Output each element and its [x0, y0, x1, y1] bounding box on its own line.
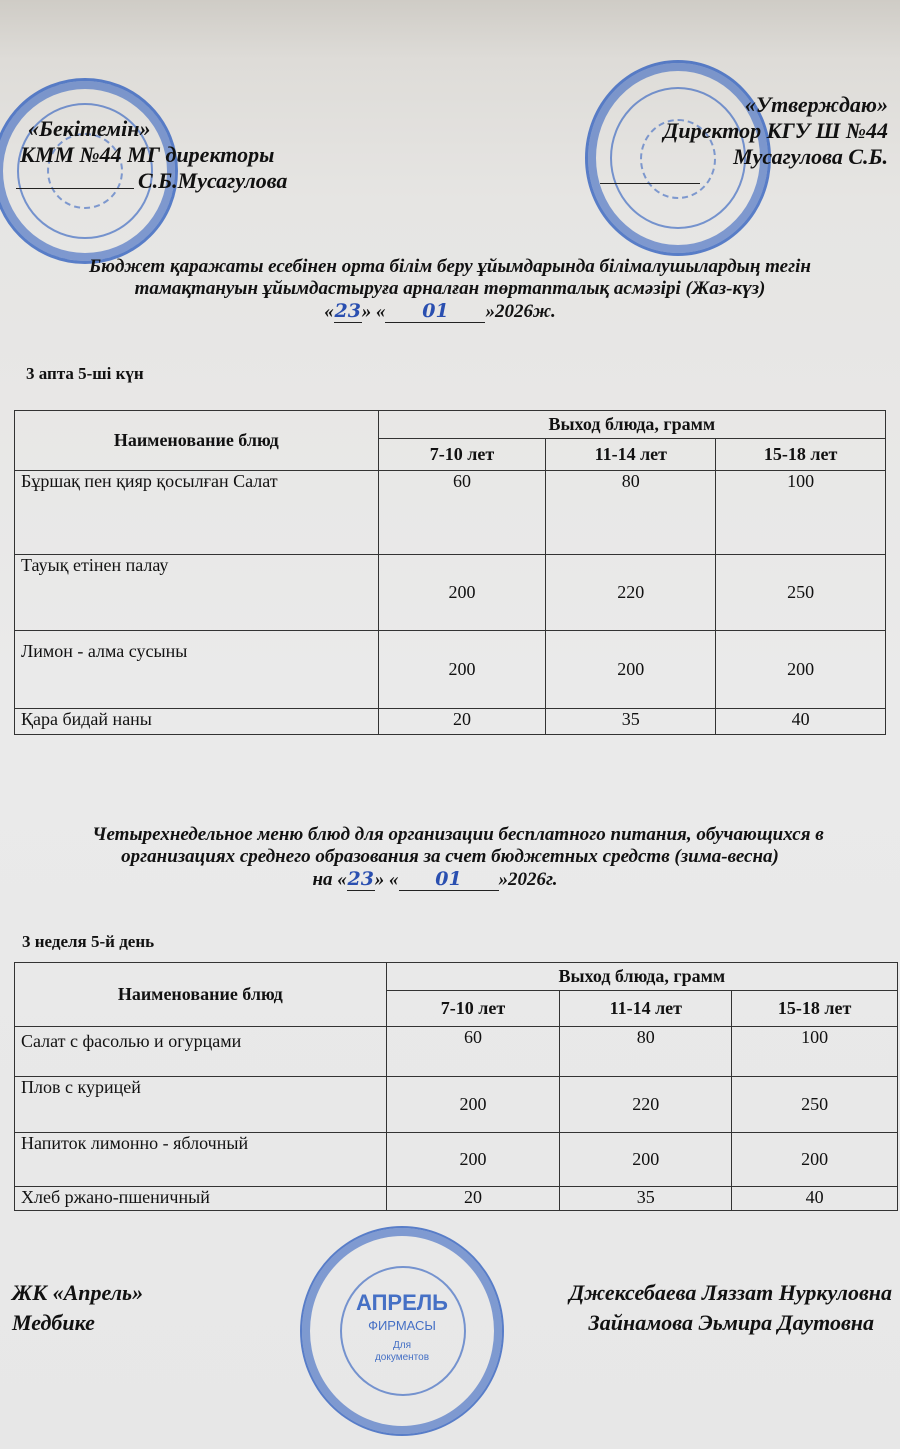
date-month-field: 01 [385, 300, 485, 323]
yield-11-14: 80 [546, 471, 716, 555]
section-ru-date: на «23» « 01 »2026г. [312, 868, 558, 890]
yield-15-18: 40 [732, 1187, 898, 1211]
yield-7-10: 60 [386, 1027, 560, 1077]
table-row [15, 1027, 898, 1077]
section-ru-title [0, 824, 900, 891]
yield-11-14: 220 [546, 555, 716, 631]
date-day-field: 23 [334, 300, 361, 322]
approval-left-name: С.Б.Мусагулова [138, 168, 288, 193]
header-age-15-18: 15-18 лет [716, 439, 886, 471]
footer-name-2: Зайнамова Эьмира Даутовна [588, 1310, 874, 1335]
footer-name-1: Джексебаева Ляззат Нуркуловна [569, 1280, 892, 1305]
dish-name: Плов с курицей [15, 1077, 387, 1133]
yield-7-10: 20 [378, 709, 546, 735]
table-row [15, 631, 886, 709]
stamp-april-title: АПРЕЛЬ [355, 1290, 448, 1315]
header-age-7-10: 7-10 лет [386, 991, 560, 1027]
table-row [15, 1077, 898, 1133]
yield-11-14: 200 [546, 631, 716, 709]
section-kz-date: «23» « 01 »2026ж. [324, 300, 556, 322]
signature-line-right [600, 183, 700, 184]
dish-name: Салат с фасолью и огурцами [15, 1027, 387, 1077]
approval-left-position: КММ №44 МГ директоры [20, 142, 275, 167]
header-yield: Выход блюда, грамм [378, 411, 885, 439]
footer-left [12, 1278, 143, 1338]
yield-7-10: 200 [378, 555, 546, 631]
header-dish-name: Наименование блюд [15, 411, 379, 471]
dish-name: Қара бидай наны [15, 709, 379, 735]
footer-company: ЖК «Апрель» [12, 1280, 144, 1305]
approval-right [663, 92, 888, 170]
yield-7-10: 200 [386, 1077, 560, 1133]
stamp-april-sub1: ФИРМАСЫ [368, 1318, 436, 1333]
table-row [15, 471, 886, 555]
dish-name: Тауық етінен палау [15, 555, 379, 631]
menu-table-ru [14, 962, 898, 1211]
section-kz-title-line2: тамақтануын ұйымдастыруға арналған төртапталық асмәзірі (Жаз-күз) [134, 278, 766, 299]
yield-15-18: 250 [732, 1077, 898, 1133]
approval-left-title: «Бекітемін» [28, 116, 151, 141]
yield-11-14: 80 [560, 1027, 732, 1077]
table-row [15, 555, 886, 631]
yield-7-10: 200 [386, 1133, 560, 1187]
yield-11-14: 220 [560, 1077, 732, 1133]
header-age-11-14: 11-14 лет [560, 991, 732, 1027]
approval-left [20, 116, 288, 194]
section-kz-title-line1: Бюджет қаражаты есебінен орта білім беру ұйымдарында білімалушылардың тегін [89, 256, 811, 277]
yield-11-14: 35 [546, 709, 716, 735]
date-month-field: 01 [399, 868, 499, 891]
approval-right-title: «Утверждаю» [744, 92, 888, 117]
yield-15-18: 40 [716, 709, 886, 735]
header-age-15-18: 15-18 лет [732, 991, 898, 1027]
section-kz-title [0, 256, 900, 323]
approval-right-position: Директор КГУ Ш №44 [663, 118, 888, 143]
header-yield: Выход блюда, грамм [386, 963, 897, 991]
yield-15-18: 200 [732, 1133, 898, 1187]
header-age-11-14: 11-14 лет [546, 439, 716, 471]
yield-15-18: 100 [732, 1027, 898, 1077]
yield-11-14: 200 [560, 1133, 732, 1187]
footer-right [569, 1278, 892, 1338]
signature-line-left [16, 188, 134, 189]
dish-name: Напиток лимонно - яблочный [15, 1133, 387, 1187]
stamp-april [300, 1226, 504, 1436]
table-row [15, 1133, 898, 1187]
stamp-april-sub2: Для [392, 1340, 412, 1351]
approval-right-name: Мусагулова С.Б. [733, 144, 888, 169]
yield-15-18: 250 [716, 555, 886, 631]
section-ru-day-label: 3 неделя 5-й день [22, 932, 155, 951]
yield-7-10: 20 [386, 1187, 560, 1211]
header-dish-name: Наименование блюд [15, 963, 387, 1027]
header-age-7-10: 7-10 лет [378, 439, 546, 471]
yield-15-18: 100 [716, 471, 886, 555]
menu-table-kz [14, 410, 886, 735]
section-ru-title-line1: Четырехнедельное меню блюд для организации бесплатного питания, обучающихся в [92, 824, 824, 845]
section-ru-title-line2: организациях среднего образования за счет бюджетных средств (зима-весна) [121, 846, 779, 867]
dish-name: Лимон - алма сусыны [15, 631, 379, 709]
yield-11-14: 35 [560, 1187, 732, 1211]
table-row [15, 1187, 898, 1211]
dish-name: Хлеб ржано-пшеничный [15, 1187, 387, 1211]
yield-15-18: 200 [716, 631, 886, 709]
dish-name: Бұршақ пен қияр қосылған Салат [15, 471, 379, 555]
date-day-field: 23 [347, 868, 374, 890]
table-row [15, 709, 886, 735]
stamp-april-sub3: документов [374, 1352, 430, 1363]
yield-7-10: 200 [378, 631, 546, 709]
section-kz-day-label: 3 апта 5-ші күн [26, 364, 144, 383]
yield-7-10: 60 [378, 471, 546, 555]
footer-role: Медбике [12, 1310, 95, 1335]
